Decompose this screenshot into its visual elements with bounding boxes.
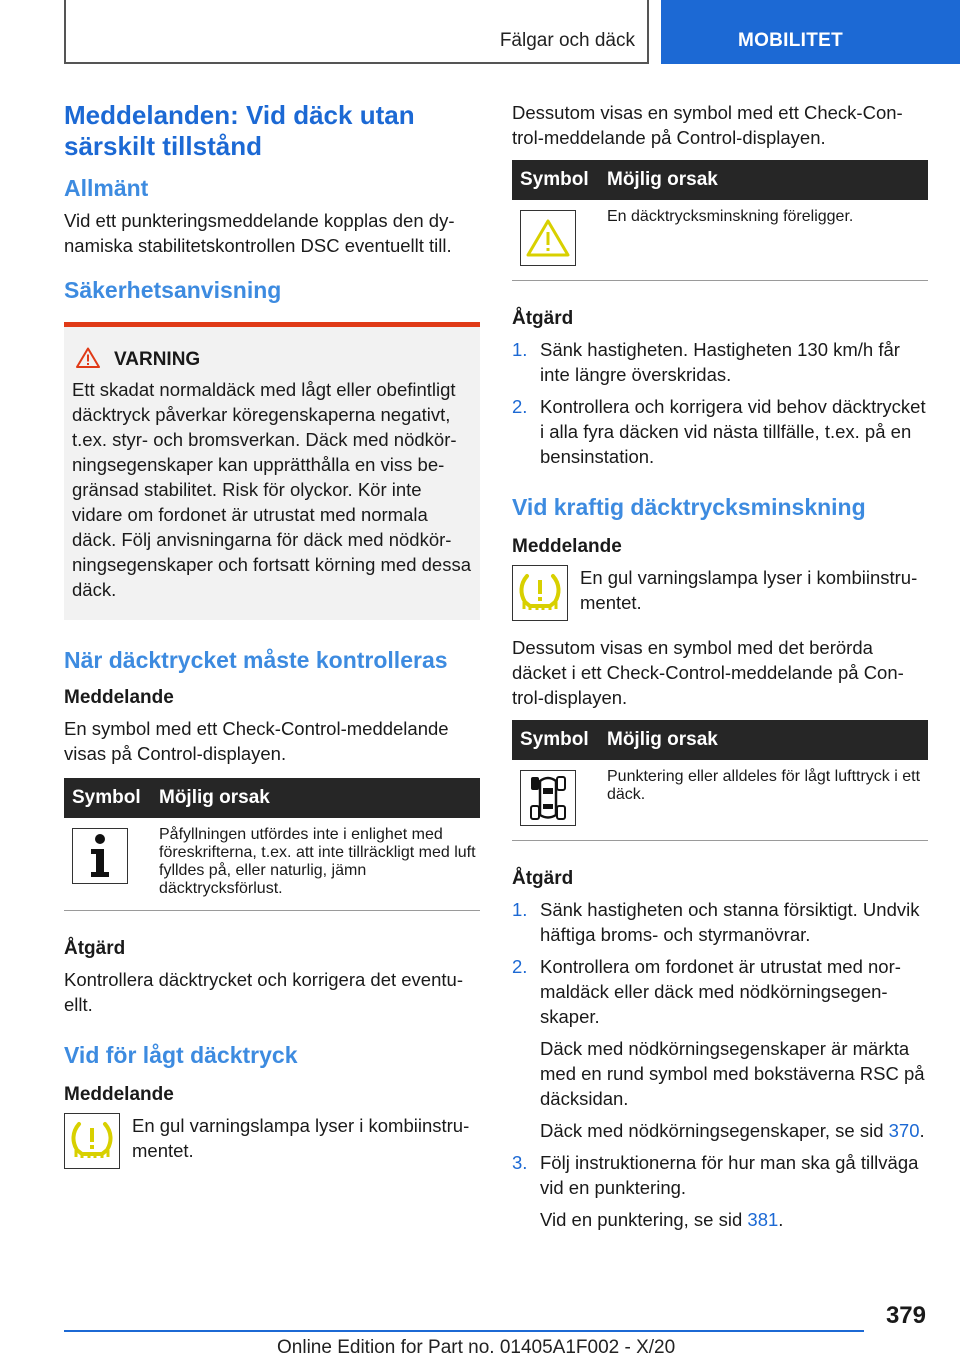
action2-heading: Åtgärd xyxy=(512,868,574,889)
table-header-cause: Möjlig orsak xyxy=(607,169,718,190)
tire-symbol-table xyxy=(512,720,928,841)
table-header-symbol: Symbol xyxy=(520,169,589,190)
general-text: Vid ett punkteringsmeddelande kopplas den dynamiska stabilitetskontrollen DSC eventuellt till. xyxy=(64,210,455,256)
list-item: 1. Sänk hastigheten och stanna försiktigt. Undvik häftiga broms- och styrmanövrar. xyxy=(512,899,920,945)
warning-text: Ett skadat normaldäck med lågt eller obefintligt däcktryck påverkar köregenskaperna negativt, t.ex. styr- och bromsverkan. Däck med nödkörningsegenskaper kan upprätthålla en viss begränsad stabilitet. Risk för olyckor. Kör inte vidare om fordonet är utrustat med normala däck. Följ anvisningarna för däck med nödkörningsegenskaper och fortsatt körning med dessa däck. xyxy=(72,379,472,600)
action1-heading: Åtgärd xyxy=(512,308,574,329)
table-header-cause: Möjlig orsak xyxy=(159,787,270,808)
page-link-381[interactable]: 381 xyxy=(747,1209,779,1230)
table-row xyxy=(64,818,480,911)
safety-heading: Säkerhetsanvisning xyxy=(64,277,282,303)
header-section-box xyxy=(64,0,649,64)
general-heading: Allmänt xyxy=(64,175,149,201)
table-header-symbol: Symbol xyxy=(520,729,589,750)
check-heading: När däcktrycket måste kontrolleras xyxy=(64,647,448,673)
action1-list xyxy=(512,337,928,469)
strong-extra-text: Dessutom visas en symbol med det berörda däcket i ett Check-Control-meddelande på Control-displayen. xyxy=(512,637,904,708)
list-item: 2. Kontrollera och korrigera vid behov däcktrycket i alla fyra däcken vid nästa tillfälle, t.ex. på en bensinstation. xyxy=(512,396,926,467)
warning-triangle-icon xyxy=(76,347,100,373)
car-tire-icon xyxy=(520,770,576,826)
header-chapter-tab[interactable] xyxy=(661,0,960,64)
check-message-text: En symbol med ett Check-Control-meddelande visas på Control-displayen. xyxy=(64,718,449,764)
low-message-row xyxy=(64,1113,480,1169)
header-chapter-label: MOBILITET xyxy=(737,30,844,51)
table-row xyxy=(512,200,928,281)
table-header xyxy=(64,778,480,818)
strong-message-heading: Meddelande xyxy=(512,536,622,557)
action-text: Kontrollera däcktrycket och korrigera det eventuellt. xyxy=(64,969,463,1015)
list-item: 3. Följ instruktionerna för hur man ska gå tillväga vid en punktering. Vid en punktering, se sid 381. xyxy=(512,1152,919,1230)
strong-drop-heading: Vid kraftig däcktrycksminskning xyxy=(512,494,866,520)
footer-divider xyxy=(64,1330,864,1332)
warning-title: VARNING xyxy=(114,349,201,370)
low-pressure-heading: Vid för lågt däcktryck xyxy=(64,1042,298,1068)
warning-triangle-icon xyxy=(520,210,576,266)
action2-list xyxy=(512,897,928,1232)
table-header-symbol: Symbol xyxy=(72,787,141,808)
warning-box xyxy=(64,322,480,620)
table-cause-text: Påfyllningen utfördes inte i enlighet med föreskrifterna, t.ex. att inte tillräckligt med luft fylldes på, eller naturlig, jämn däcktrycksförlust. xyxy=(159,826,476,897)
page-title: Meddelanden: Vid däck utan särskilt tillstånd xyxy=(64,100,415,161)
left-column xyxy=(64,100,480,1169)
low-message-heading: Meddelande xyxy=(64,1084,174,1105)
list-item: 1. Sänk hastigheten. Hastigheten 130 km/h får inte längre överskridas. xyxy=(512,339,900,385)
low-message-text: En gul varningslampa lyser i kombiinstrumentet. xyxy=(132,1115,470,1161)
page-number: 379 xyxy=(885,1302,926,1329)
header-section-title: Fälgar och däck xyxy=(499,30,635,51)
info-icon xyxy=(72,828,128,884)
tire-pressure-lamp-icon xyxy=(512,565,568,621)
check-message-heading: Meddelande xyxy=(64,687,174,708)
footer-text: Online Edition for Part no. 01405A1F002 - X/20 xyxy=(277,1337,676,1358)
table-header-cause: Möjlig orsak xyxy=(607,729,718,750)
warning-symbol-table xyxy=(512,160,928,281)
table-cause-text: Punktering eller alldeles för lågt lufttryck i ett däck. xyxy=(607,768,921,803)
strong-message-row xyxy=(512,565,928,621)
table-cause-text: En däcktrycksminskning föreligger. xyxy=(607,208,854,225)
action-heading: Åtgärd xyxy=(64,938,126,959)
info-symbol-table xyxy=(64,778,480,911)
tire-pressure-lamp-icon xyxy=(64,1113,120,1169)
page-link-370[interactable]: 370 xyxy=(888,1120,920,1141)
table-header xyxy=(512,160,928,200)
list-item: 2. Kontrollera om fordonet är utrustat med normaldäck eller däck med nödkörningsegenskaper. Däck med nödkörningsegenskaper är märkta med en rund symbol med bokstäverna RSC på däcksidan. Däck med nödkörningsegenskaper, se sid 370. xyxy=(512,956,925,1141)
table-header xyxy=(512,720,928,760)
warning-header xyxy=(76,347,472,373)
strong-message-text: En gul varningslampa lyser i kombiinstrumentet. xyxy=(580,567,918,613)
right-column xyxy=(512,100,928,1232)
intro-text: Dessutom visas en symbol med ett Check-Control-meddelande på Control-displayen. xyxy=(512,102,903,148)
table-row xyxy=(512,760,928,841)
